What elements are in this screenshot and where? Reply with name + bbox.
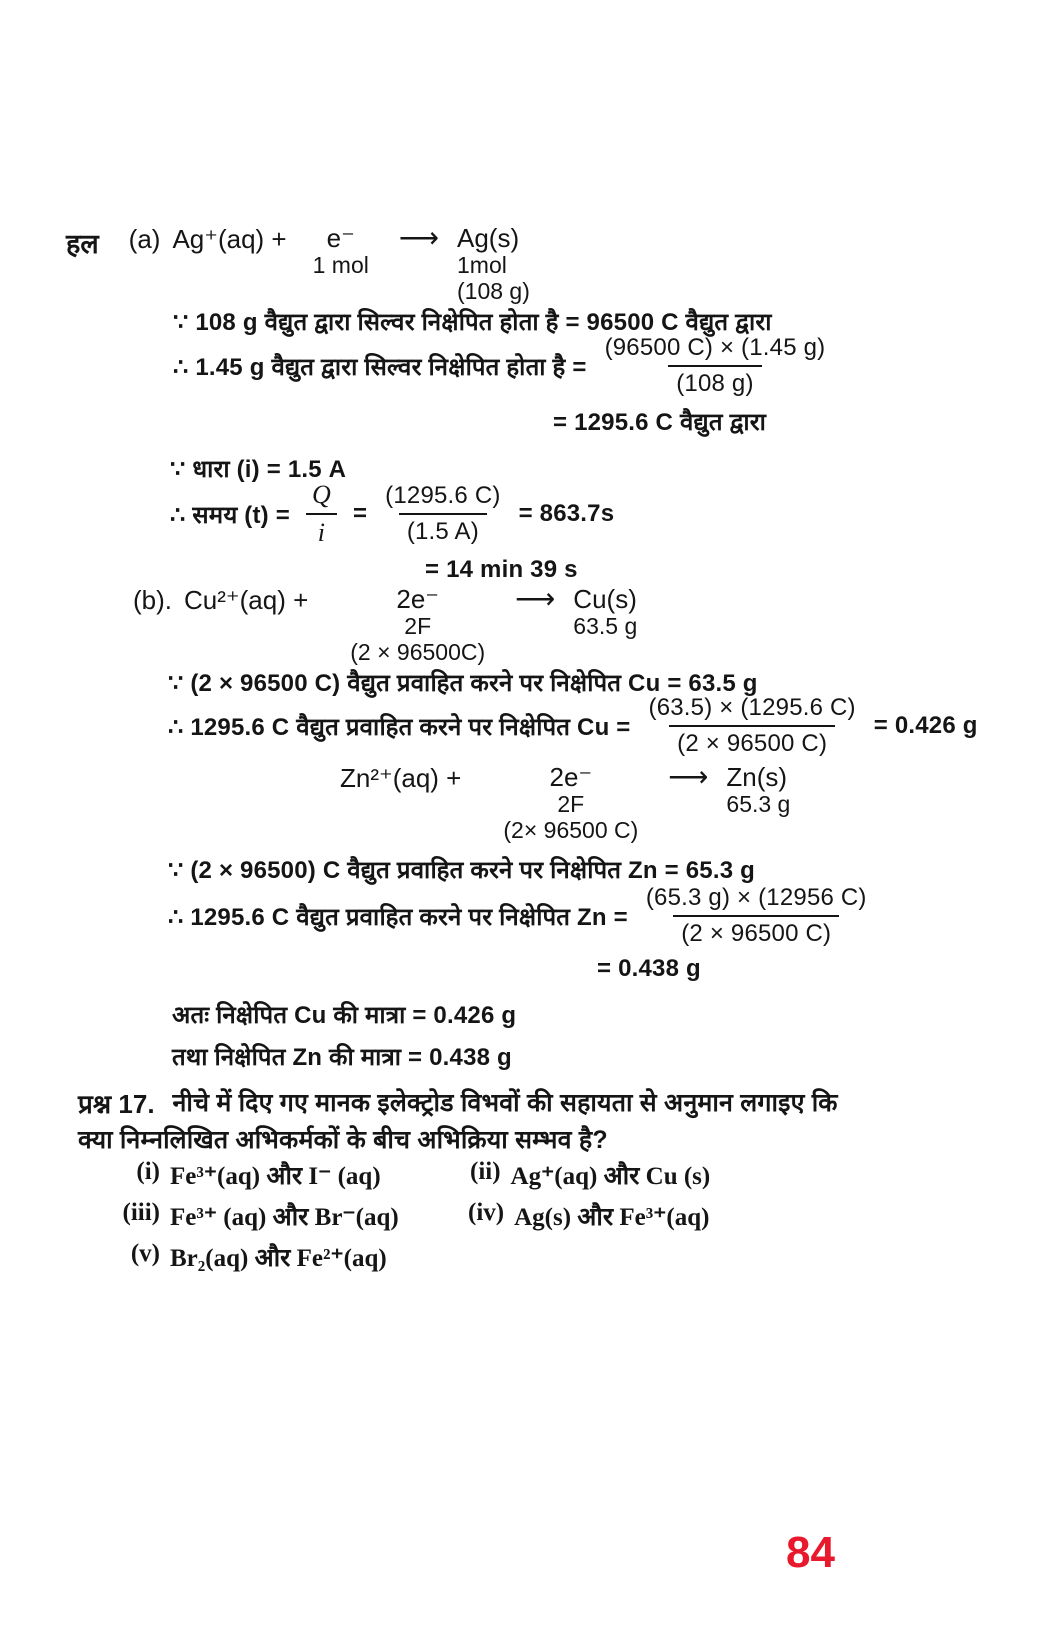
zn-faraday: 2F [557, 791, 585, 818]
fraction-silver [597, 334, 834, 398]
summary-cu: अतः निक्षेपित Cu की मात्रा = 0.426 g [172, 1002, 517, 1029]
fraction-zn-numerator: (65.3 g) × (12956 C) [645, 884, 867, 911]
calc-zn-prefix: ∴ 1295.6 C वैद्युत प्रवाहित करने पर निक्षेपित Zn = [168, 903, 628, 931]
cu-charge: (2 × 96500C) [350, 638, 486, 665]
zn-reaction-lhs: Zn²⁺(aq) + [340, 763, 462, 793]
calc-silver-prefix: ∴ 1.45 g वैद्युत द्वारा सिल्वर निक्षेपित होता है = [173, 353, 587, 381]
option-iv-marker: (iv) [468, 1199, 505, 1226]
page-number: 84 [786, 1528, 835, 1577]
calc-cu [168, 694, 988, 758]
reaction-arrow-icon: ⟶ [515, 583, 556, 614]
electron-symbol: e⁻ [326, 223, 355, 253]
option-iv-text: Ag(s) और Fe³⁺(aq) [514, 1204, 710, 1231]
option-iv [468, 1199, 709, 1233]
option-iii [108, 1199, 399, 1233]
fraction-silver-numerator: (96500 C) × (1.45 g) [604, 334, 826, 361]
solution-label: हल [66, 229, 99, 259]
part-b-marker: (b). [133, 585, 172, 615]
cu-electron-term [350, 585, 485, 666]
reaction-a-electron-term [313, 224, 369, 279]
product-symbol: Ag(s) [457, 223, 520, 253]
result-zn: = 0.438 g [597, 955, 701, 982]
reaction-a-lhs: Ag⁺(aq) + [172, 224, 287, 254]
statement-silver-given: ∵ 108 g वैद्युत द्वारा सिल्वर निक्षेपित होता है = 96500 C वैद्युत द्वारा [173, 309, 772, 336]
statement-current: ∵ धारा (i) = 1.5 A [170, 456, 347, 483]
cu-faraday: 2F [404, 613, 432, 640]
part-a-marker: (a) [128, 224, 161, 254]
calc-silver-charge [173, 334, 843, 398]
time-seconds-result: = 863.7s [518, 500, 615, 527]
reaction-a [66, 224, 530, 305]
fraction-time [377, 482, 508, 546]
option-iii-marker: (iii) [122, 1199, 160, 1226]
zn-product-term [726, 763, 790, 818]
fraction-q: Q [311, 480, 331, 509]
fraction-cu-denominator: (2 × 96500 C) [669, 725, 835, 758]
question-number: प्रश्न 17. [78, 1089, 155, 1119]
reaction-arrow-icon: ⟶ [668, 761, 709, 792]
statement-zn-given: ∵ (2 × 96500) C वैद्युत प्रवाहित करने पर निक्षेपित Zn = 65.3 g [168, 857, 755, 884]
option-i [108, 1158, 381, 1192]
fraction-time-denominator: (1.5 A) [399, 513, 487, 546]
cu-result: = 0.426 g [873, 712, 978, 739]
reaction-b-zn [340, 763, 790, 844]
fraction-cu [641, 694, 864, 758]
result-time-minutes: = 14 min 39 s [425, 556, 578, 583]
product-mass: (108 g) [457, 277, 530, 304]
option-v [108, 1240, 387, 1274]
cu-product-symbol: Cu(s) [573, 584, 637, 614]
fraction-zn [638, 884, 875, 948]
zn-electron-term [503, 763, 638, 844]
calc-cu-prefix: ∴ 1295.6 C वैद्युत प्रवाहित करने पर निक्षेपित Cu = [168, 713, 631, 741]
cu-product-term [573, 585, 637, 640]
question-text-line2: क्या निम्नलिखित अभिकर्मकों के बीच अभिक्रिया सम्भव है? [78, 1126, 608, 1154]
option-ii-marker: (ii) [470, 1158, 501, 1185]
reaction-arrow-icon: ⟶ [398, 222, 439, 253]
fraction-cu-numerator: (63.5) × (1295.6 C) [648, 694, 856, 721]
cu-product-mass: 63.5 g [573, 613, 638, 640]
cu-electron-symbol: 2e⁻ [396, 584, 440, 614]
fraction-q-over-i [300, 480, 343, 548]
option-i-marker: (i) [136, 1158, 160, 1185]
zn-electron-symbol: 2e⁻ [549, 762, 593, 792]
zn-product-symbol: Zn(s) [726, 762, 788, 792]
equals-sign: = [352, 500, 368, 527]
option-i-text: Fe³⁺(aq) और I⁻ (aq) [170, 1163, 381, 1190]
option-iii-text: Fe³⁺ (aq) और Br⁻(aq) [170, 1204, 399, 1231]
fraction-time-numerator: (1295.6 C) [385, 482, 501, 509]
option-ii [470, 1158, 710, 1192]
option-v-marker: (v) [130, 1240, 160, 1267]
question-text-line1: नीचे में दिए गए मानक इलेक्ट्रोड विभवों की सहायता से अनुमान लगाइए कि [172, 1089, 838, 1117]
option-v-text: Br₂(aq) और Fe²⁺(aq) [170, 1245, 387, 1272]
calc-time-prefix: ∴ समय (t) = [170, 501, 290, 529]
fraction-i: i [306, 513, 337, 548]
summary-zn: तथा निक्षेपित Zn की मात्रा = 0.438 g [172, 1044, 512, 1071]
zn-charge: (2× 96500 C) [503, 816, 639, 843]
reaction-a-product-term [457, 224, 530, 305]
result-charge: = 1295.6 C वैद्युत द्वारा [553, 409, 767, 436]
fraction-silver-denominator: (108 g) [668, 365, 761, 398]
calc-zn [168, 884, 885, 948]
cu-reaction-lhs: Cu²⁺(aq) + [184, 585, 309, 615]
calc-time [170, 480, 624, 548]
reaction-b-cu [133, 585, 637, 666]
question-17-header [78, 1085, 838, 1121]
fraction-zn-denominator: (2 × 96500 C) [673, 915, 839, 948]
electron-moles: 1 mol [312, 252, 369, 279]
option-ii-text: Ag⁺(aq) और Cu (s) [510, 1163, 711, 1190]
product-moles: 1mol [457, 252, 507, 279]
zn-product-mass: 65.3 g [726, 791, 791, 818]
statement-cu-given: ∵ (2 × 96500 C) वैद्युत प्रवाहित करने पर निक्षेपित Cu = 63.5 g [168, 670, 758, 697]
